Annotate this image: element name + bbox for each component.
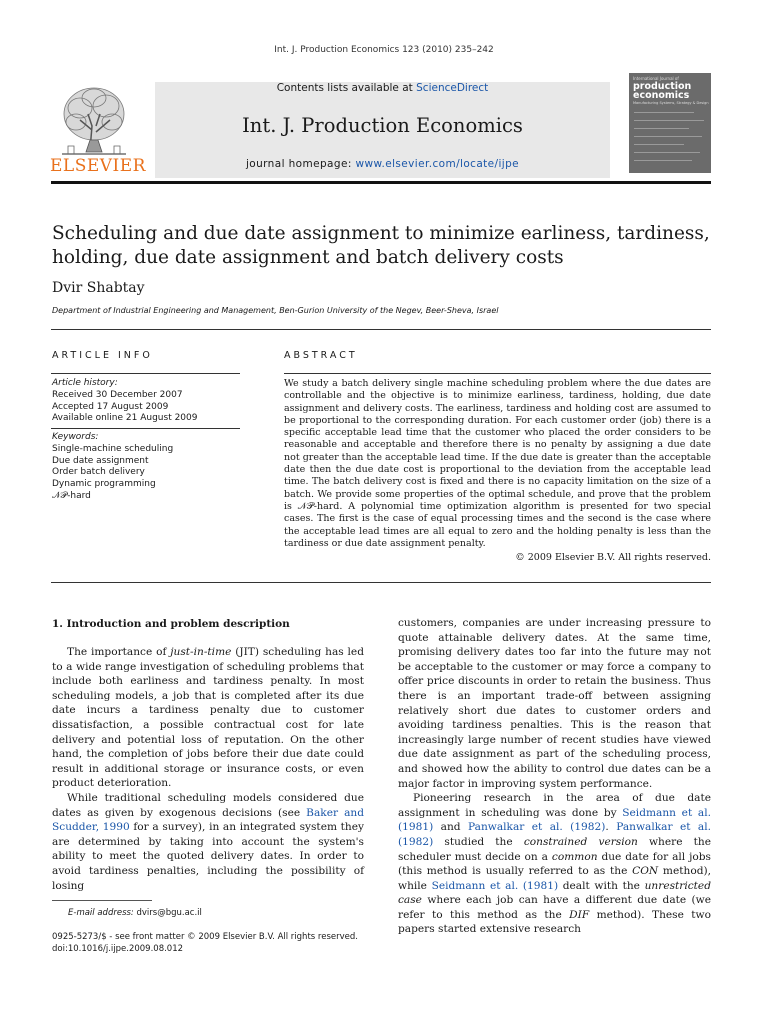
- text: While traditional scheduling models considered due dates as given by exogenous decisions (see: [52, 791, 364, 819]
- footnote-rule: [52, 900, 152, 901]
- homepage-prefix: journal homepage:: [245, 158, 352, 170]
- text: .: [605, 821, 617, 834]
- cover-decor-line: [634, 152, 700, 153]
- front-matter: [52, 932, 358, 955]
- text: for a survey), in an integrated system they are determined by taking into account the system's ability to meet the quoted delivery dates. In order to avoid tardiness penalties, including the possibility of losing: [52, 821, 364, 892]
- cover-decor-line: [634, 160, 692, 161]
- ref-link[interactable]: Panwalkar et al. (1982): [467, 821, 606, 834]
- contents-prefix: Contents lists available at: [276, 82, 413, 94]
- front-matter-line: 0925-5273/$ - see front matter © 2009 Elsevier B.V. All rights reserved.: [52, 932, 358, 942]
- text: where the scheduler must decide on a: [398, 835, 711, 863]
- article-info-heading: ARTICLE INFO: [52, 350, 153, 361]
- history-online: Available online 21 August 2009: [52, 413, 198, 424]
- abstract-bottom-rule: [51, 582, 711, 583]
- section-heading: 1. Introduction and problem description: [52, 618, 290, 630]
- body-left-column: [52, 645, 364, 893]
- text: where each job can have a different due date (we refer to this method as the: [398, 894, 711, 921]
- text: and: [433, 821, 468, 834]
- keyword: Due date assignment: [52, 455, 149, 466]
- contents-line: [155, 82, 610, 94]
- emph: common: [551, 850, 598, 863]
- keyword: 𝒩𝒫-hard: [52, 490, 91, 501]
- cover-decor-line: [634, 144, 684, 145]
- emph: constrained version: [523, 835, 638, 848]
- history-received: Received 30 December 2007: [52, 389, 183, 400]
- ref-link[interactable]: Baker and Scudder, 1990: [52, 806, 364, 834]
- journal-citation: Int. J. Production Economics 123 (2010) 235–242: [274, 45, 494, 55]
- article-info-rule: [51, 373, 240, 374]
- title-rule: [51, 329, 711, 330]
- abstract-copyright: © 2009 Elsevier B.V. All rights reserved.: [515, 552, 711, 564]
- history-accepted: Accepted 17 August 2009: [52, 401, 169, 412]
- email-footnote: [68, 908, 202, 918]
- ref-link[interactable]: Seidmann et al. (1981): [398, 806, 711, 834]
- text: due date for all jobs (this method is usually referred to as the: [398, 850, 711, 878]
- doi-line: doi:10.1016/j.ijpe.2009.08.012: [52, 943, 184, 954]
- cover-decor-line: [634, 112, 694, 113]
- text: method), while: [398, 865, 711, 892]
- cover-decor-line: [634, 128, 689, 129]
- body-right-column: [398, 616, 711, 937]
- homepage-line: [155, 158, 610, 170]
- author-affiliation: Department of Industrial Engineering and Management, Ben-Gurion University of the Negev, Beer-Sheva, Israel: [52, 306, 499, 315]
- text: studied the: [433, 835, 524, 848]
- cover-line-1: International Journal of: [633, 76, 679, 81]
- keyword: Single-machine scheduling: [52, 443, 174, 454]
- emph: CON: [632, 865, 659, 878]
- homepage-link[interactable]: www.elsevier.com/locate/ijpe: [355, 158, 520, 170]
- article-title: Scheduling and due date assignment to minimize earliness, tardiness, holding, due date assignment and batch delivery costs: [52, 223, 710, 268]
- journal-title: Int. J. Production Economics: [242, 114, 523, 137]
- emph: unrestricted case: [398, 879, 711, 907]
- cover-decor-line: [634, 120, 704, 121]
- cover-line-3: Manufacturing Systems, Strategy & Design: [633, 101, 709, 105]
- ref-link[interactable]: Seidmann et al. (1981): [431, 879, 559, 892]
- paragraph-1: [52, 645, 364, 791]
- emph: just-in-time: [170, 646, 232, 658]
- text: dealt with the: [558, 879, 645, 892]
- sciencedirect-link[interactable]: ScienceDirect: [416, 82, 489, 94]
- keywords-label: Keywords:: [52, 432, 99, 442]
- paragraph-4: [398, 791, 711, 937]
- keyword: Dynamic programming: [52, 479, 156, 490]
- article-history: [52, 378, 198, 425]
- abstract-rule: [284, 373, 711, 374]
- abstract-text: We study a batch delivery single machine scheduling problem where the due dates are controllable and the objective is to minimize earliness, tardiness, holding, due date assignment and delivery costs. The earliness, tardiness and holding cost are assumed to be proportional to the corresponding duration. For each customer order (job) there is a specific acceptable lead time that the customer who placed the order considers to be reasonable and acceptable and therefore there is no penalty by assigning a due date not greater than the acceptable lead time. If the due date is greater than the acceptable date then the due date cost is proportional to the deviation from the acceptable lead time. The batch delivery cost is fixed and there is no capacity limitation on the size of a batch. We provide some properties of the optimal schedule, and prove that the problem is 𝒩𝒫-hard. A polynomial time optimization algorithm is presented for two special cases. The first is the case of equal processing times and the second is the case where the acceptable lead times are all equal to zero and the holding penalty is less than the tardiness or due date assignment penalty.: [284, 378, 711, 549]
- text: (JIT) scheduling has led to a wide range investigation of scheduling problems that include both earliness and tardiness penalty. In most scheduling models, a job that is completed after its due date incurs a tardiness penalty due to customer dissatisfaction, a possible contractual cost for late delivery and potential loss of reputation. On the other hand, the completion of jobs before their due date could result in additional storage or insurance costs, or even product deterioration.: [52, 646, 364, 790]
- paragraph-2: [52, 791, 364, 893]
- keyword: Order batch delivery: [52, 467, 145, 478]
- emph: DIF: [569, 908, 590, 921]
- text: The importance of: [67, 646, 171, 658]
- publisher-wordmark: ELSEVIER: [50, 156, 146, 176]
- text: method). These two papers started extensive research: [398, 908, 711, 936]
- history-label: Article history:: [52, 378, 118, 388]
- article-info-divider: [51, 428, 240, 429]
- text: Pioneering research in the area of due date assignment in scheduling was done by: [398, 792, 711, 819]
- abstract-body: [284, 378, 711, 564]
- abstract-heading: ABSTRACT: [284, 350, 358, 361]
- paragraph-3: customers, companies are under increasing pressure to quote attainable delivery dates. At the same time, promising delivery dates too far into the future may not be acceptable to the customer or may force a company to offer price discounts in order to retain the business. Thus there is an important trade-off between assigning relatively short due dates to customer orders and avoiding tardiness penalties. This is the reason that increasingly large number of recent studies have viewed due date assignment as part of the scheduling process, and showed how the ability to control due dates can be a major factor in improving system performance.: [398, 617, 711, 790]
- cover-decor-line: [634, 136, 702, 137]
- article-author: Dvir Shabtay: [52, 280, 145, 296]
- keywords: [52, 432, 173, 503]
- email-address[interactable]: dvirs@bgu.ac.il: [136, 908, 202, 918]
- ref-link[interactable]: Panwalkar et al. (1982): [398, 821, 711, 848]
- cover-line-2: production economics: [633, 81, 692, 101]
- header-rule: [51, 181, 711, 184]
- email-label: E-mail address:: [68, 908, 134, 918]
